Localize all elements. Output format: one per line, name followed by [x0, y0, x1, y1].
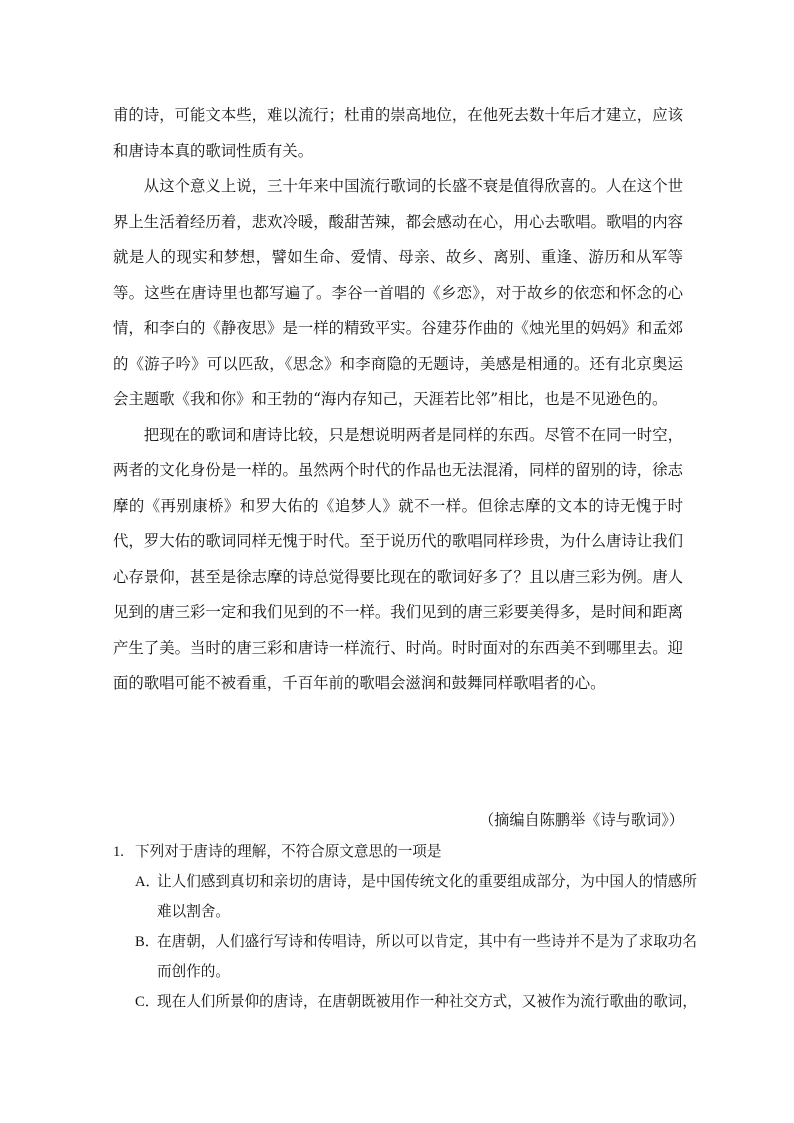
question-number: 1. — [113, 844, 124, 860]
option-c — [113, 987, 697, 1017]
option-b-letter: B． — [135, 934, 160, 950]
option-c-line1: 现在人们所景仰的唐诗，在唐朝既被用作一种社交方式，又被作为流行歌曲的歌词， — [157, 993, 697, 1010]
option-b — [113, 927, 697, 987]
question-stem — [113, 837, 691, 867]
option-b-line2: 而创作的。 — [157, 963, 230, 980]
question-block — [113, 837, 697, 1017]
option-a-line1: 让人们感到真切和亲切的唐诗，是中国传统文化的重要组成部分，为中国人的情感所 — [157, 873, 697, 890]
option-a — [113, 867, 697, 927]
option-c-letter: C． — [135, 994, 160, 1010]
option-a-line2: 难以割舍。 — [157, 903, 230, 920]
question-text: 下列对于唐诗的理解，不符合原文意思的一项是 — [135, 843, 442, 860]
article-body — [113, 98, 683, 702]
paragraph-3: 把现在的歌词和唐诗比较，只是想说明两者是同样的东西。尽管不在同一时空，两者的文化身份是一样的。虽然两个时代的作品也无法混淆，同样的留别的诗，徐志摩的《再别康桥》和罗大佑的《追梦人》就不一样。但徐志摩的文本的诗无愧于时代，罗大佑的歌词同样无愧于时代。至于说历代的歌唱同样珍贵，为什么唐诗让我们心存景仰，甚至是徐志摩的诗总觉得要比现在的歌词好多了？且以唐三彩为例。唐人见到的唐三彩一定和我们见到的不一样。我们见到的唐三彩要美得多，是时间和距离产生了美。当时的唐三彩和唐诗一样流行、时尚。时时面对的东西美不到哪里去。迎面的歌唱可能不被看重，千百年前的歌唱会滋润和鼓舞同样歌唱者的心。 — [113, 425, 683, 692]
option-b-line1: 在唐朝，人们盛行写诗和传唱诗，所以可以肯定，其中有一些诗并不是为了求取功名 — [157, 933, 697, 950]
paragraph-2: 从这个意义上说，三十年来中国流行歌词的长盛不衰是值得欣喜的。人在这个世界上生活着经历着，悲欢冷暖，酸甜苦辣，都会感动在心，用心去歌唱。歌唱的内容就是人的现实和梦想，譬如生命、爱情、母亲、故乡、离别、重逢、游历和从军等等。这些在唐诗里也都写遍了。李谷一首唱的《乡恋》，对于故乡的依恋和怀念的心情，和李白的《静夜思》是一样的精致平实。谷建芬作曲的《烛光里的妈妈》和孟郊的《游子吟》可以匹敌，《思念》和李商隐的无题诗，美感是相通的。还有北京奥运会主题歌《我和你》和王勃的“海内存知己，天涯若比邻”相比，也是不见逊色的。 — [113, 177, 683, 408]
option-a-letter: A． — [135, 874, 161, 890]
paragraph-1: 甫的诗，可能文本些，难以流行；杜甫的崇高地位，在他死去数十年后才建立，应该和唐诗本真的歌词性质有关。 — [113, 106, 683, 160]
source-citation: （摘编自陈鹏举《诗与歌词》） — [478, 811, 684, 829]
